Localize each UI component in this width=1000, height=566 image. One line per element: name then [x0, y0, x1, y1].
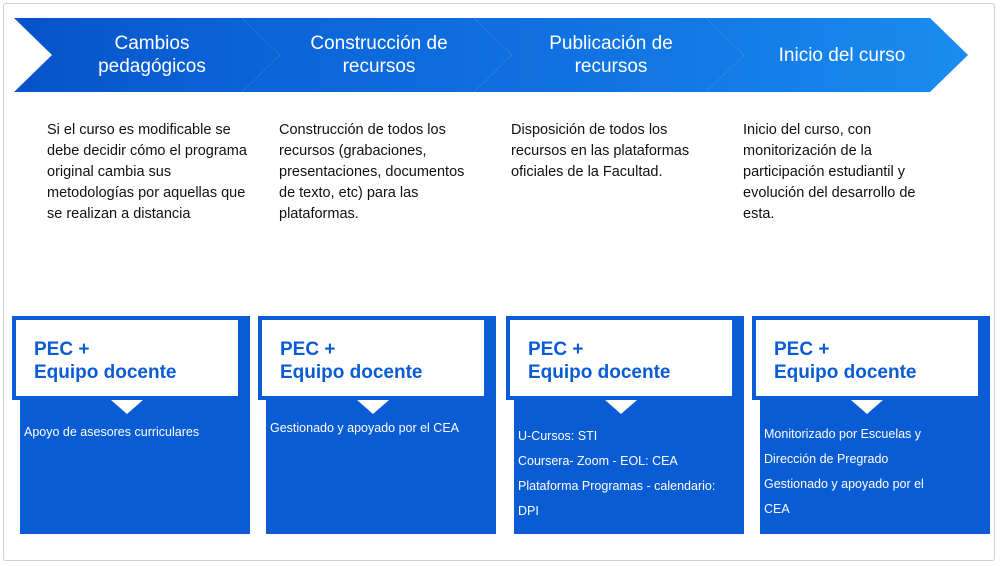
card-header: [752, 316, 982, 400]
step-4-card: [752, 316, 990, 534]
card-line: Coursera- Zoom - EOL: CEA: [518, 454, 678, 468]
step-4-description: Inicio del curso, con monitorización de la participación estudiantil y evolución del desarrollo de esta.: [743, 122, 916, 222]
step-1-label: Cambios pedagógicos: [98, 33, 206, 77]
card-line: Plataforma Programas - calendario:: [518, 479, 716, 493]
card-line: CEA: [764, 502, 790, 516]
card-title: PEC + Equipo docente: [34, 339, 177, 383]
card-pointer: [111, 400, 143, 414]
step-2-description: Construcción de todos los recursos (grabaciones, presentaciones, documentos de texto, etc) para las plataformas.: [279, 122, 465, 222]
step-1-card: [12, 316, 250, 534]
step-2-label: Construcción de recursos: [310, 33, 448, 77]
card-lines: [270, 416, 492, 441]
card-header: [506, 316, 736, 400]
card-line: Gestionado y apoyado por el CEA: [270, 421, 460, 435]
card-pointer: [605, 400, 637, 414]
step-3-card: [506, 316, 744, 534]
card-lines: [24, 420, 246, 445]
card-lines: [518, 424, 740, 524]
card-line: Dirección de Pregrado: [764, 452, 889, 466]
card-lines: [764, 422, 986, 522]
card-title: PEC + Equipo docente: [528, 339, 671, 383]
card-pointer: [357, 400, 389, 414]
card-line: Gestionado y apoyado por el: [764, 477, 924, 491]
step-1-description: Si el curso es modificable se debe decidir cómo el programa original cambia sus metodologías por aquellas que se realizan a distancia: [47, 122, 247, 222]
card-line: Monitorizado por Escuelas y: [764, 427, 922, 441]
card-title: PEC + Equipo docente: [280, 339, 423, 383]
step-4-label: Inicio del curso: [778, 44, 906, 66]
card-line: DPI: [518, 504, 539, 518]
step-3-description: Disposición de todos los recursos en las plataformas oficiales de la Facultad.: [511, 122, 690, 180]
card-pointer: [851, 400, 883, 414]
card-header: [258, 316, 488, 400]
card-header: [12, 316, 242, 400]
step-2-card: [258, 316, 496, 534]
card-title: PEC + Equipo docente: [774, 339, 917, 383]
card-line: Apoyo de asesores curriculares: [24, 425, 200, 439]
card-line: U-Cursos: STI: [518, 429, 598, 443]
step-3-label: Publicación de recursos: [549, 33, 673, 77]
